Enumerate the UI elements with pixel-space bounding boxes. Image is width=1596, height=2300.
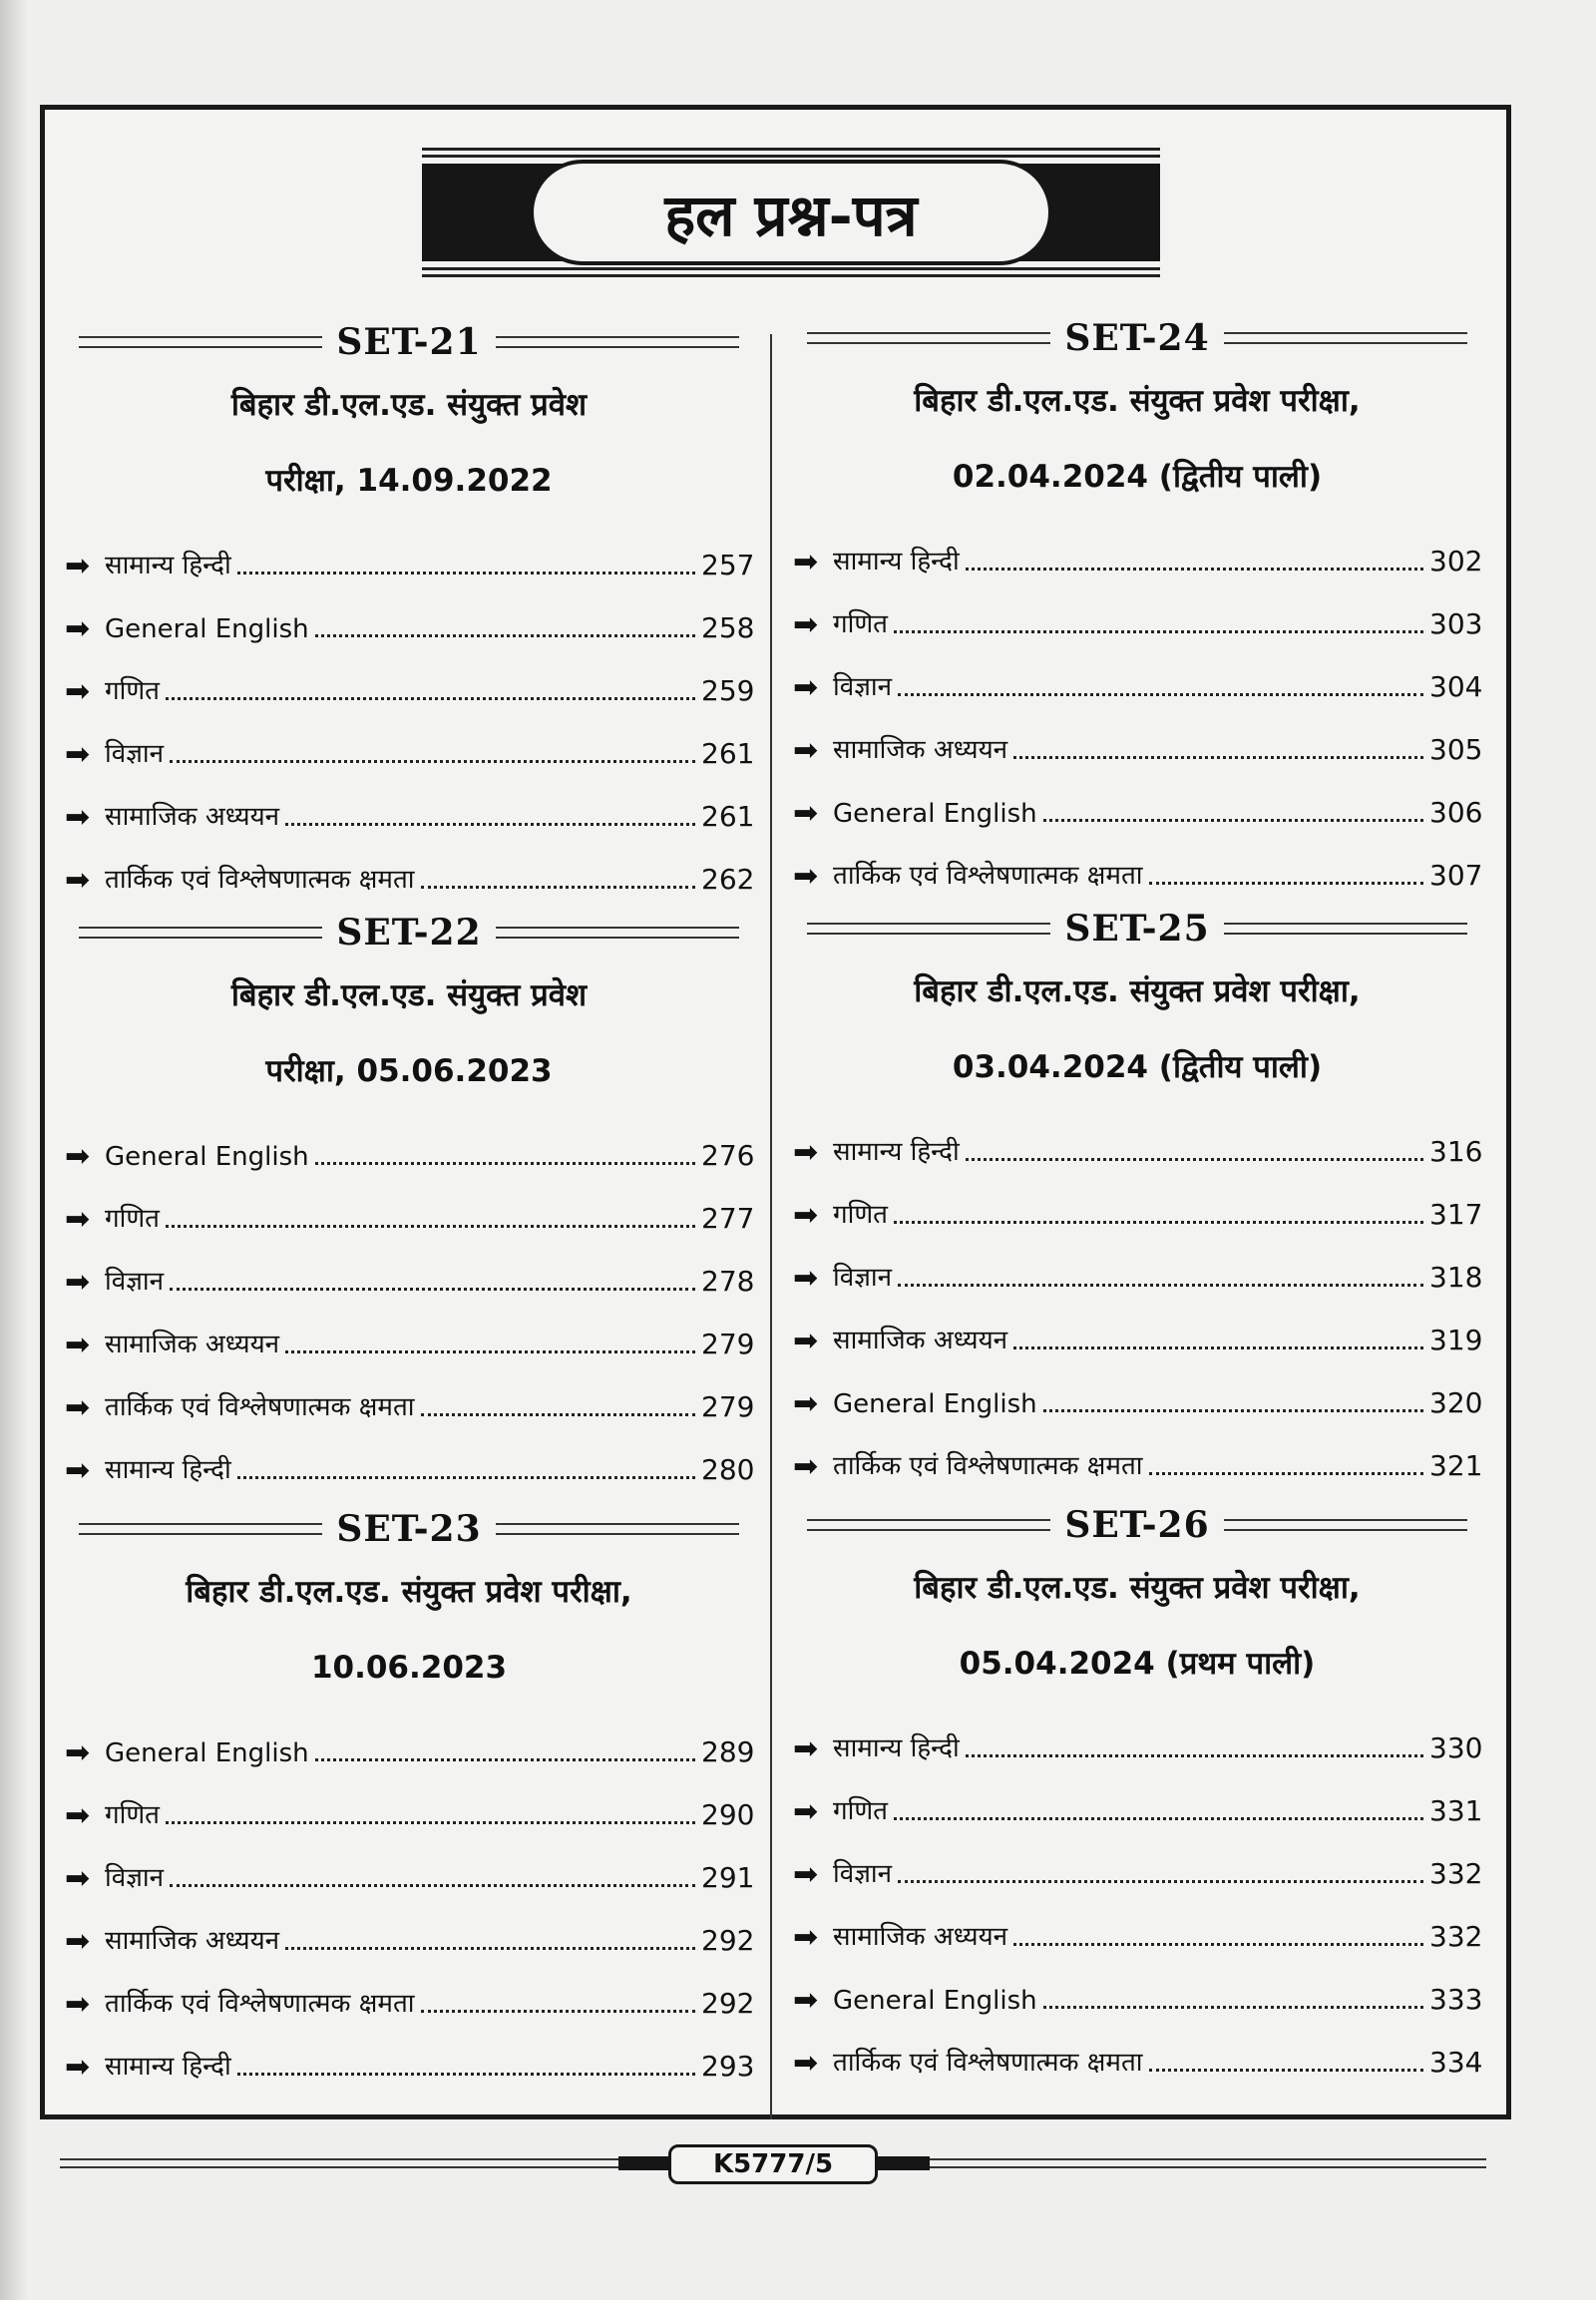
entry-label: तार्किक एवं विश्लेषणात्मक क्षमता <box>833 2048 1143 2078</box>
dot-leader <box>1043 2006 1423 2009</box>
entry-page: 317 <box>1429 1198 1483 1231</box>
arrow-right-icon: ➡ <box>793 796 819 831</box>
dot-leader <box>421 1413 695 1416</box>
set-title-line: बिहार डी.एल.एड. संयुक्त प्रवेश परीक्षा, <box>186 1574 632 1610</box>
entry-label: गणित <box>105 676 160 706</box>
arrow-right-icon: ➡ <box>65 1735 91 1770</box>
arrow-right-icon: ➡ <box>65 1328 91 1362</box>
dot-leader <box>170 1884 695 1887</box>
heading-rule <box>496 1523 739 1535</box>
set-heading <box>793 1500 1481 1550</box>
toc-entry[interactable] <box>793 1953 1481 2016</box>
entry-label: General English <box>105 614 309 644</box>
dot-leader <box>285 823 695 826</box>
toc-entry[interactable] <box>65 1957 753 2020</box>
heading-rule <box>1224 332 1467 344</box>
entry-page: 332 <box>1429 1857 1483 1890</box>
set-title-line: बिहार डी.एल.एड. संयुक्त प्रवेश परीक्षा, <box>914 383 1361 419</box>
toc-entry[interactable] <box>65 2020 753 2083</box>
entry-page: 261 <box>701 800 755 833</box>
heading-rule <box>1224 1519 1467 1531</box>
toc-entry[interactable] <box>793 1702 1481 1764</box>
heading-rule <box>79 1523 322 1535</box>
dot-leader <box>1149 882 1423 885</box>
entry-label: गणित <box>833 1796 888 1826</box>
toc-entry[interactable] <box>793 515 1481 577</box>
entry-page: 332 <box>1429 1920 1483 1953</box>
dot-leader <box>237 1476 695 1479</box>
dot-leader <box>421 886 695 889</box>
set-heading <box>65 317 753 367</box>
entry-page: 280 <box>701 1453 755 1486</box>
arrow-right-icon: ➡ <box>793 1449 819 1484</box>
arrow-right-icon: ➡ <box>793 1324 819 1358</box>
entry-label: सामान्य हिन्दी <box>105 2052 231 2082</box>
heading-rule <box>1224 923 1467 935</box>
dot-leader <box>966 1158 1423 1161</box>
entry-label: सामाजिक अध्ययन <box>105 1926 280 1956</box>
entry-label: सामान्य हिन्दी <box>833 1733 960 1763</box>
dot-leader <box>898 1284 1423 1287</box>
dot-leader <box>285 1350 695 1353</box>
entry-page: 261 <box>701 737 755 770</box>
arrow-right-icon: ➡ <box>793 859 819 894</box>
dot-leader <box>237 572 695 575</box>
set-block <box>793 1500 1481 2079</box>
toc-entry[interactable] <box>65 833 753 896</box>
toc-entry[interactable] <box>793 1764 1481 1827</box>
entry-page: 279 <box>701 1328 755 1360</box>
dot-leader <box>1013 756 1423 759</box>
toc-entry[interactable] <box>65 1360 753 1423</box>
arrow-right-icon: ➡ <box>65 2050 91 2085</box>
dot-leader <box>170 1288 695 1291</box>
dot-leader <box>166 697 695 700</box>
entry-label: General English <box>105 1738 309 1768</box>
toc-entry[interactable] <box>793 1419 1481 1482</box>
dot-leader <box>966 568 1423 571</box>
entry-page: 259 <box>701 674 755 707</box>
entry-page: 289 <box>701 1735 755 1768</box>
arrow-right-icon: ➡ <box>793 1198 819 1233</box>
arrow-right-icon: ➡ <box>793 1794 819 1829</box>
arrow-right-icon: ➡ <box>793 1731 819 1766</box>
heading-rule <box>807 1519 1050 1531</box>
contents-frame <box>40 105 1511 2119</box>
entry-label: General English <box>105 1142 309 1172</box>
arrow-right-icon: ➡ <box>65 800 91 835</box>
toc-entry[interactable] <box>65 581 753 644</box>
arrow-right-icon: ➡ <box>793 1920 819 1955</box>
set-title-line: परीक्षा, 05.06.2023 <box>265 1053 553 1089</box>
footer-code: K5777/5 <box>668 2144 878 2184</box>
entry-page: 316 <box>1429 1135 1483 1168</box>
right-column <box>793 289 1481 2079</box>
entry-label: तार्किक एवं विश्लेषणात्मक क्षमता <box>833 861 1143 891</box>
toc-entry[interactable] <box>793 1827 1481 1890</box>
banner-pill <box>530 160 1052 265</box>
toc-entry[interactable] <box>793 577 1481 640</box>
footer-ornament-right <box>870 2156 930 2170</box>
toc-entry[interactable] <box>65 770 753 833</box>
banner-rule-top <box>422 148 1160 158</box>
entry-page: 262 <box>701 863 755 896</box>
heading-rule <box>807 332 1050 344</box>
heading-rule <box>807 923 1050 935</box>
entry-label: विज्ञान <box>833 1859 893 1889</box>
entry-page: 333 <box>1429 1983 1483 2016</box>
set-heading <box>793 313 1481 363</box>
set-block <box>793 313 1481 892</box>
entry-label: General English <box>833 1389 1037 1419</box>
dot-leader <box>898 693 1423 696</box>
page-edge-shadow <box>0 0 28 2300</box>
entry-label: विज्ञान <box>833 672 893 702</box>
toc-entry[interactable] <box>793 1356 1481 1419</box>
heading-rule <box>79 927 322 939</box>
entry-label: गणित <box>105 1800 160 1830</box>
set-title-line: परीक्षा, 14.09.2022 <box>265 463 553 499</box>
page-footer <box>60 2144 1486 2184</box>
heading-rule <box>496 927 739 939</box>
set-title-line: 03.04.2024 (द्वितीय पाली) <box>952 1049 1323 1085</box>
toc-entry[interactable] <box>65 1235 753 1298</box>
entry-page: 334 <box>1429 2046 1483 2079</box>
toc-entry[interactable] <box>793 1890 1481 1953</box>
entry-page: 331 <box>1429 1794 1483 1827</box>
entry-label: सामाजिक अध्ययन <box>105 802 280 832</box>
set-title-line: 10.06.2023 <box>310 1650 508 1686</box>
dot-leader <box>966 1754 1423 1757</box>
dot-leader <box>1043 819 1423 822</box>
toc-entry[interactable] <box>65 1768 753 1831</box>
toc-entry[interactable] <box>65 1894 753 1957</box>
arrow-right-icon: ➡ <box>65 611 91 646</box>
entry-page: 277 <box>701 1202 755 1235</box>
entry-label: विज्ञान <box>105 739 165 769</box>
entry-page: 291 <box>701 1861 755 1894</box>
entry-label: गणित <box>105 1204 160 1234</box>
arrow-right-icon: ➡ <box>65 863 91 898</box>
arrow-right-icon: ➡ <box>793 1857 819 1892</box>
set-title-line: बिहार डी.एल.एड. संयुक्त प्रवेश परीक्षा, <box>914 1570 1361 1606</box>
toc-entry[interactable] <box>65 644 753 707</box>
dot-leader <box>894 1817 1423 1820</box>
column-divider <box>770 334 772 2119</box>
set-title-line: बिहार डी.एल.एड. संयुक्त प्रवेश <box>230 387 588 423</box>
entry-label: सामान्य हिन्दी <box>105 1455 231 1485</box>
arrow-right-icon: ➡ <box>793 1261 819 1296</box>
entry-page: 292 <box>701 1987 755 2020</box>
toc-entry[interactable] <box>793 1105 1481 1168</box>
dot-leader <box>285 1947 695 1950</box>
arrow-right-icon: ➡ <box>793 607 819 642</box>
set-heading <box>793 904 1481 954</box>
entry-label: सामान्य हिन्दी <box>833 1137 960 1167</box>
arrow-right-icon: ➡ <box>793 1386 819 1421</box>
set-name: SET-23 <box>336 1508 482 1550</box>
dot-leader <box>315 1162 695 1165</box>
toc-entry[interactable] <box>793 1294 1481 1356</box>
arrow-right-icon: ➡ <box>65 1265 91 1300</box>
set-title-line: 05.04.2024 (प्रथम पाली) <box>959 1646 1316 1682</box>
entry-label: विज्ञान <box>833 1263 893 1293</box>
entry-page: 257 <box>701 549 755 581</box>
left-column <box>65 289 753 2083</box>
arrow-right-icon: ➡ <box>793 1983 819 2018</box>
entry-label: सामाजिक अध्ययन <box>833 1922 1008 1952</box>
dot-leader <box>1149 2069 1423 2072</box>
arrow-right-icon: ➡ <box>65 1453 91 1488</box>
dot-leader <box>237 2073 695 2076</box>
heading-rule <box>496 336 739 348</box>
toc-entry[interactable] <box>793 2016 1481 2079</box>
entry-page: 320 <box>1429 1386 1483 1419</box>
entry-page: 321 <box>1429 1449 1483 1482</box>
set-name: SET-21 <box>336 321 482 363</box>
set-title-line: बिहार डी.एल.एड. संयुक्त प्रवेश परीक्षा, <box>914 973 1361 1009</box>
entry-label: General English <box>833 799 1037 829</box>
toc-entry[interactable] <box>65 1109 753 1172</box>
entry-label: गणित <box>833 1200 888 1230</box>
entry-label: विज्ञान <box>105 1863 165 1893</box>
set-name: SET-25 <box>1064 908 1210 950</box>
entry-label: सामाजिक अध्ययन <box>833 735 1008 765</box>
set-block <box>793 904 1481 1482</box>
entry-label: तार्किक एवं विश्लेषणात्मक क्षमता <box>105 1392 415 1422</box>
entry-page: 279 <box>701 1390 755 1423</box>
dot-leader <box>315 634 695 637</box>
toc-entry[interactable] <box>65 1172 753 1235</box>
set-heading <box>65 1504 753 1554</box>
entry-label: सामान्य हिन्दी <box>833 547 960 576</box>
toc-entry[interactable] <box>793 640 1481 703</box>
toc-entry[interactable] <box>65 1831 753 1894</box>
header-banner <box>422 148 1160 277</box>
entry-page: 307 <box>1429 859 1483 892</box>
entry-page: 318 <box>1429 1261 1483 1294</box>
dot-leader <box>894 1221 1423 1224</box>
arrow-right-icon: ➡ <box>793 670 819 705</box>
entry-label: तार्किक एवं विश्लेषणात्मक क्षमता <box>105 1989 415 2019</box>
set-name: SET-24 <box>1064 317 1210 359</box>
entry-page: 319 <box>1429 1324 1483 1356</box>
toc-entry[interactable] <box>793 703 1481 766</box>
dot-leader <box>166 1821 695 1824</box>
set-name: SET-22 <box>336 912 482 954</box>
set-block <box>65 317 753 896</box>
entry-label: तार्किक एवं विश्लेषणात्मक क्षमता <box>105 865 415 895</box>
toc-entry[interactable] <box>793 1231 1481 1294</box>
dot-leader <box>421 2010 695 2013</box>
entry-page: 293 <box>701 2050 755 2083</box>
entry-label: सामाजिक अध्ययन <box>833 1326 1008 1355</box>
page-title: हल प्रश्न-पत्र <box>664 181 918 249</box>
arrow-right-icon: ➡ <box>793 545 819 579</box>
toc-entry[interactable] <box>65 1298 753 1360</box>
arrow-right-icon: ➡ <box>65 1139 91 1174</box>
arrow-right-icon: ➡ <box>65 1987 91 2022</box>
arrow-right-icon: ➡ <box>793 1135 819 1170</box>
toc-entry[interactable] <box>65 1423 753 1486</box>
entry-label: सामान्य हिन्दी <box>105 551 231 580</box>
set-name: SET-26 <box>1064 1504 1210 1546</box>
entry-page: 304 <box>1429 670 1483 703</box>
arrow-right-icon: ➡ <box>65 1798 91 1833</box>
dot-leader <box>1043 1409 1423 1412</box>
entry-page: 278 <box>701 1265 755 1298</box>
arrow-right-icon: ➡ <box>65 1861 91 1896</box>
arrow-right-icon: ➡ <box>793 2046 819 2081</box>
entry-label: गणित <box>833 609 888 639</box>
arrow-right-icon: ➡ <box>65 674 91 709</box>
dot-leader <box>898 1880 1423 1883</box>
entry-page: 258 <box>701 611 755 644</box>
arrow-right-icon: ➡ <box>65 549 91 583</box>
dot-leader <box>170 760 695 763</box>
dot-leader <box>1013 1943 1423 1946</box>
toc-entry[interactable] <box>65 1706 753 1768</box>
toc-entry[interactable] <box>793 1168 1481 1231</box>
entry-label: विज्ञान <box>105 1267 165 1297</box>
set-heading <box>65 908 753 958</box>
toc-entry[interactable] <box>65 707 753 770</box>
entry-page: 292 <box>701 1924 755 1957</box>
entry-page: 276 <box>701 1139 755 1172</box>
dot-leader <box>315 1758 695 1761</box>
set-block <box>65 908 753 1486</box>
dot-leader <box>166 1225 695 1228</box>
toc-entry[interactable] <box>793 766 1481 829</box>
entry-page: 302 <box>1429 545 1483 577</box>
set-title-line: बिहार डी.एल.एड. संयुक्त प्रवेश <box>230 977 588 1013</box>
toc-entry[interactable] <box>793 829 1481 892</box>
entry-label: तार्किक एवं विश्लेषणात्मक क्षमता <box>833 1451 1143 1481</box>
dot-leader <box>894 630 1423 633</box>
banner-rule-bottom <box>422 267 1160 277</box>
arrow-right-icon: ➡ <box>65 1390 91 1425</box>
dot-leader <box>1149 1472 1423 1475</box>
heading-rule <box>79 336 322 348</box>
entry-page: 290 <box>701 1798 755 1831</box>
dot-leader <box>1013 1346 1423 1349</box>
entry-label: सामाजिक अध्ययन <box>105 1330 280 1359</box>
entry-page: 303 <box>1429 607 1483 640</box>
toc-entry[interactable] <box>65 519 753 581</box>
arrow-right-icon: ➡ <box>65 1924 91 1959</box>
set-block <box>65 1504 753 2083</box>
arrow-right-icon: ➡ <box>65 737 91 772</box>
entry-page: 306 <box>1429 796 1483 829</box>
arrow-right-icon: ➡ <box>65 1202 91 1237</box>
arrow-right-icon: ➡ <box>793 733 819 768</box>
entry-page: 330 <box>1429 1731 1483 1764</box>
set-title-line: 02.04.2024 (द्वितीय पाली) <box>952 459 1323 495</box>
entry-page: 305 <box>1429 733 1483 766</box>
entry-label: General English <box>833 1986 1037 2016</box>
